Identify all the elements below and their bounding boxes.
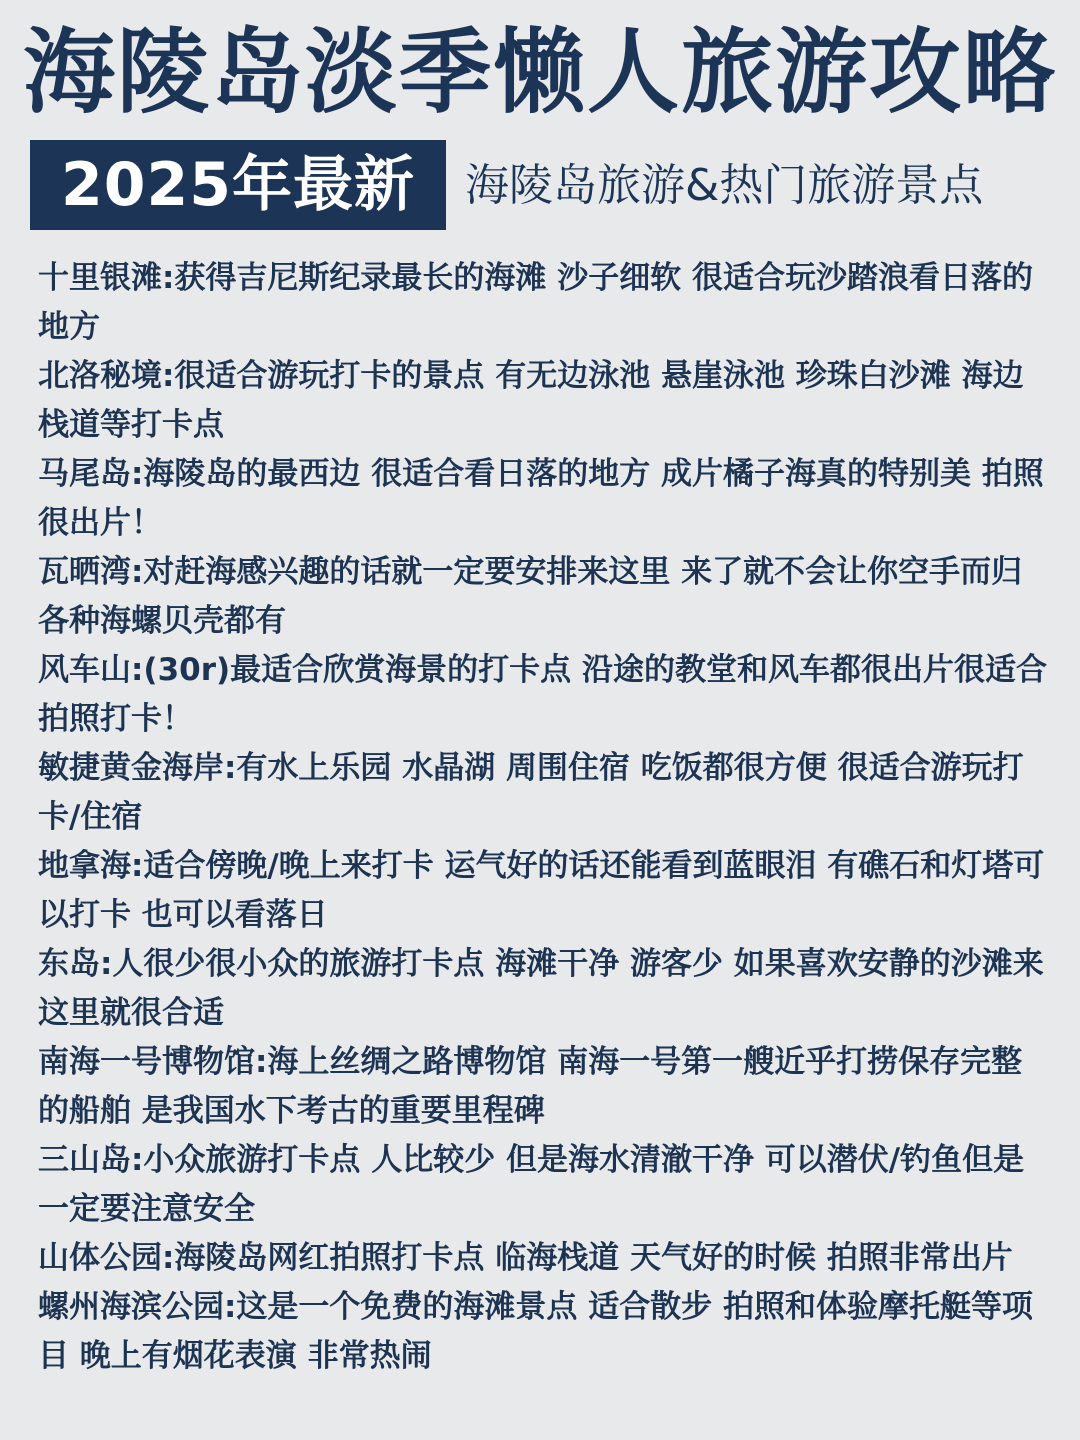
page-title: 海陵岛淡季懒人旅游攻略 xyxy=(22,19,1057,126)
list-item: 敏捷黄金海岸:有水上乐园 水晶湖 周围住宿 吃饭都很方便 很适合游玩打卡/住宿 xyxy=(38,750,1024,835)
list-item: 北洛秘境:很适合游玩打卡的景点 有无边泳池 悬崖泳池 珍珠白沙滩 海边栈道等打卡点 xyxy=(38,358,1024,443)
list-item: 风车山:(30r)最适合欣赏海景的打卡点 沿途的教堂和风车都很出片很适合拍照打卡！ xyxy=(38,652,1047,737)
list-item: 十里银滩:获得吉尼斯纪录最长的海滩 沙子细软 很适合玩沙踏浪看日落的地方 xyxy=(38,260,1033,345)
list-item: 东岛:人很少很小众的旅游打卡点 海滩干净 游客少 如果喜欢安静的沙滩来这里就很合适 xyxy=(38,946,1044,1031)
year-badge: 2025年最新 xyxy=(30,140,446,230)
page-subtitle: 海陵岛旅游&热门旅游景点 xyxy=(465,160,984,211)
list-item: 南海一号博物馆:海上丝绸之路博物馆 南海一号第一艘近乎打捞保存完整的船舶 是我国水下考古的重要里程碑 xyxy=(38,1044,1023,1129)
list-item: 地拿海:适合傍晚/晚上来打卡 运气好的话还能看到蓝眼泪 有礁石和灯塔可以打卡 也可以看落日 xyxy=(38,848,1045,933)
list-item: 三山岛:小众旅游打卡点 人比较少 但是海水清澈干净 可以潜伏/钓鱼但是一定要注意安全 xyxy=(38,1142,1025,1227)
list-item: 马尾岛:海陵岛的最西边 很适合看日落的地方 成片橘子海真的特别美 拍照很出片！ xyxy=(38,456,1044,541)
list-item: 螺州海滨公园:这是一个免费的海滩景点 适合散步 拍照和体验摩托艇等项目 晚上有烟花表演 非常热闹 xyxy=(38,1289,1033,1374)
attraction-list xyxy=(38,254,1048,1381)
list-item: 瓦晒湾:对赶海感兴趣的话就一定要安排来这里 来了就不会让你空手而归 各种海螺贝壳都有 xyxy=(38,554,1023,639)
list-item: 山体公园:海陵岛网红拍照打卡点 临海栈道 天气好的时候 拍照非常出片 xyxy=(38,1240,1013,1276)
